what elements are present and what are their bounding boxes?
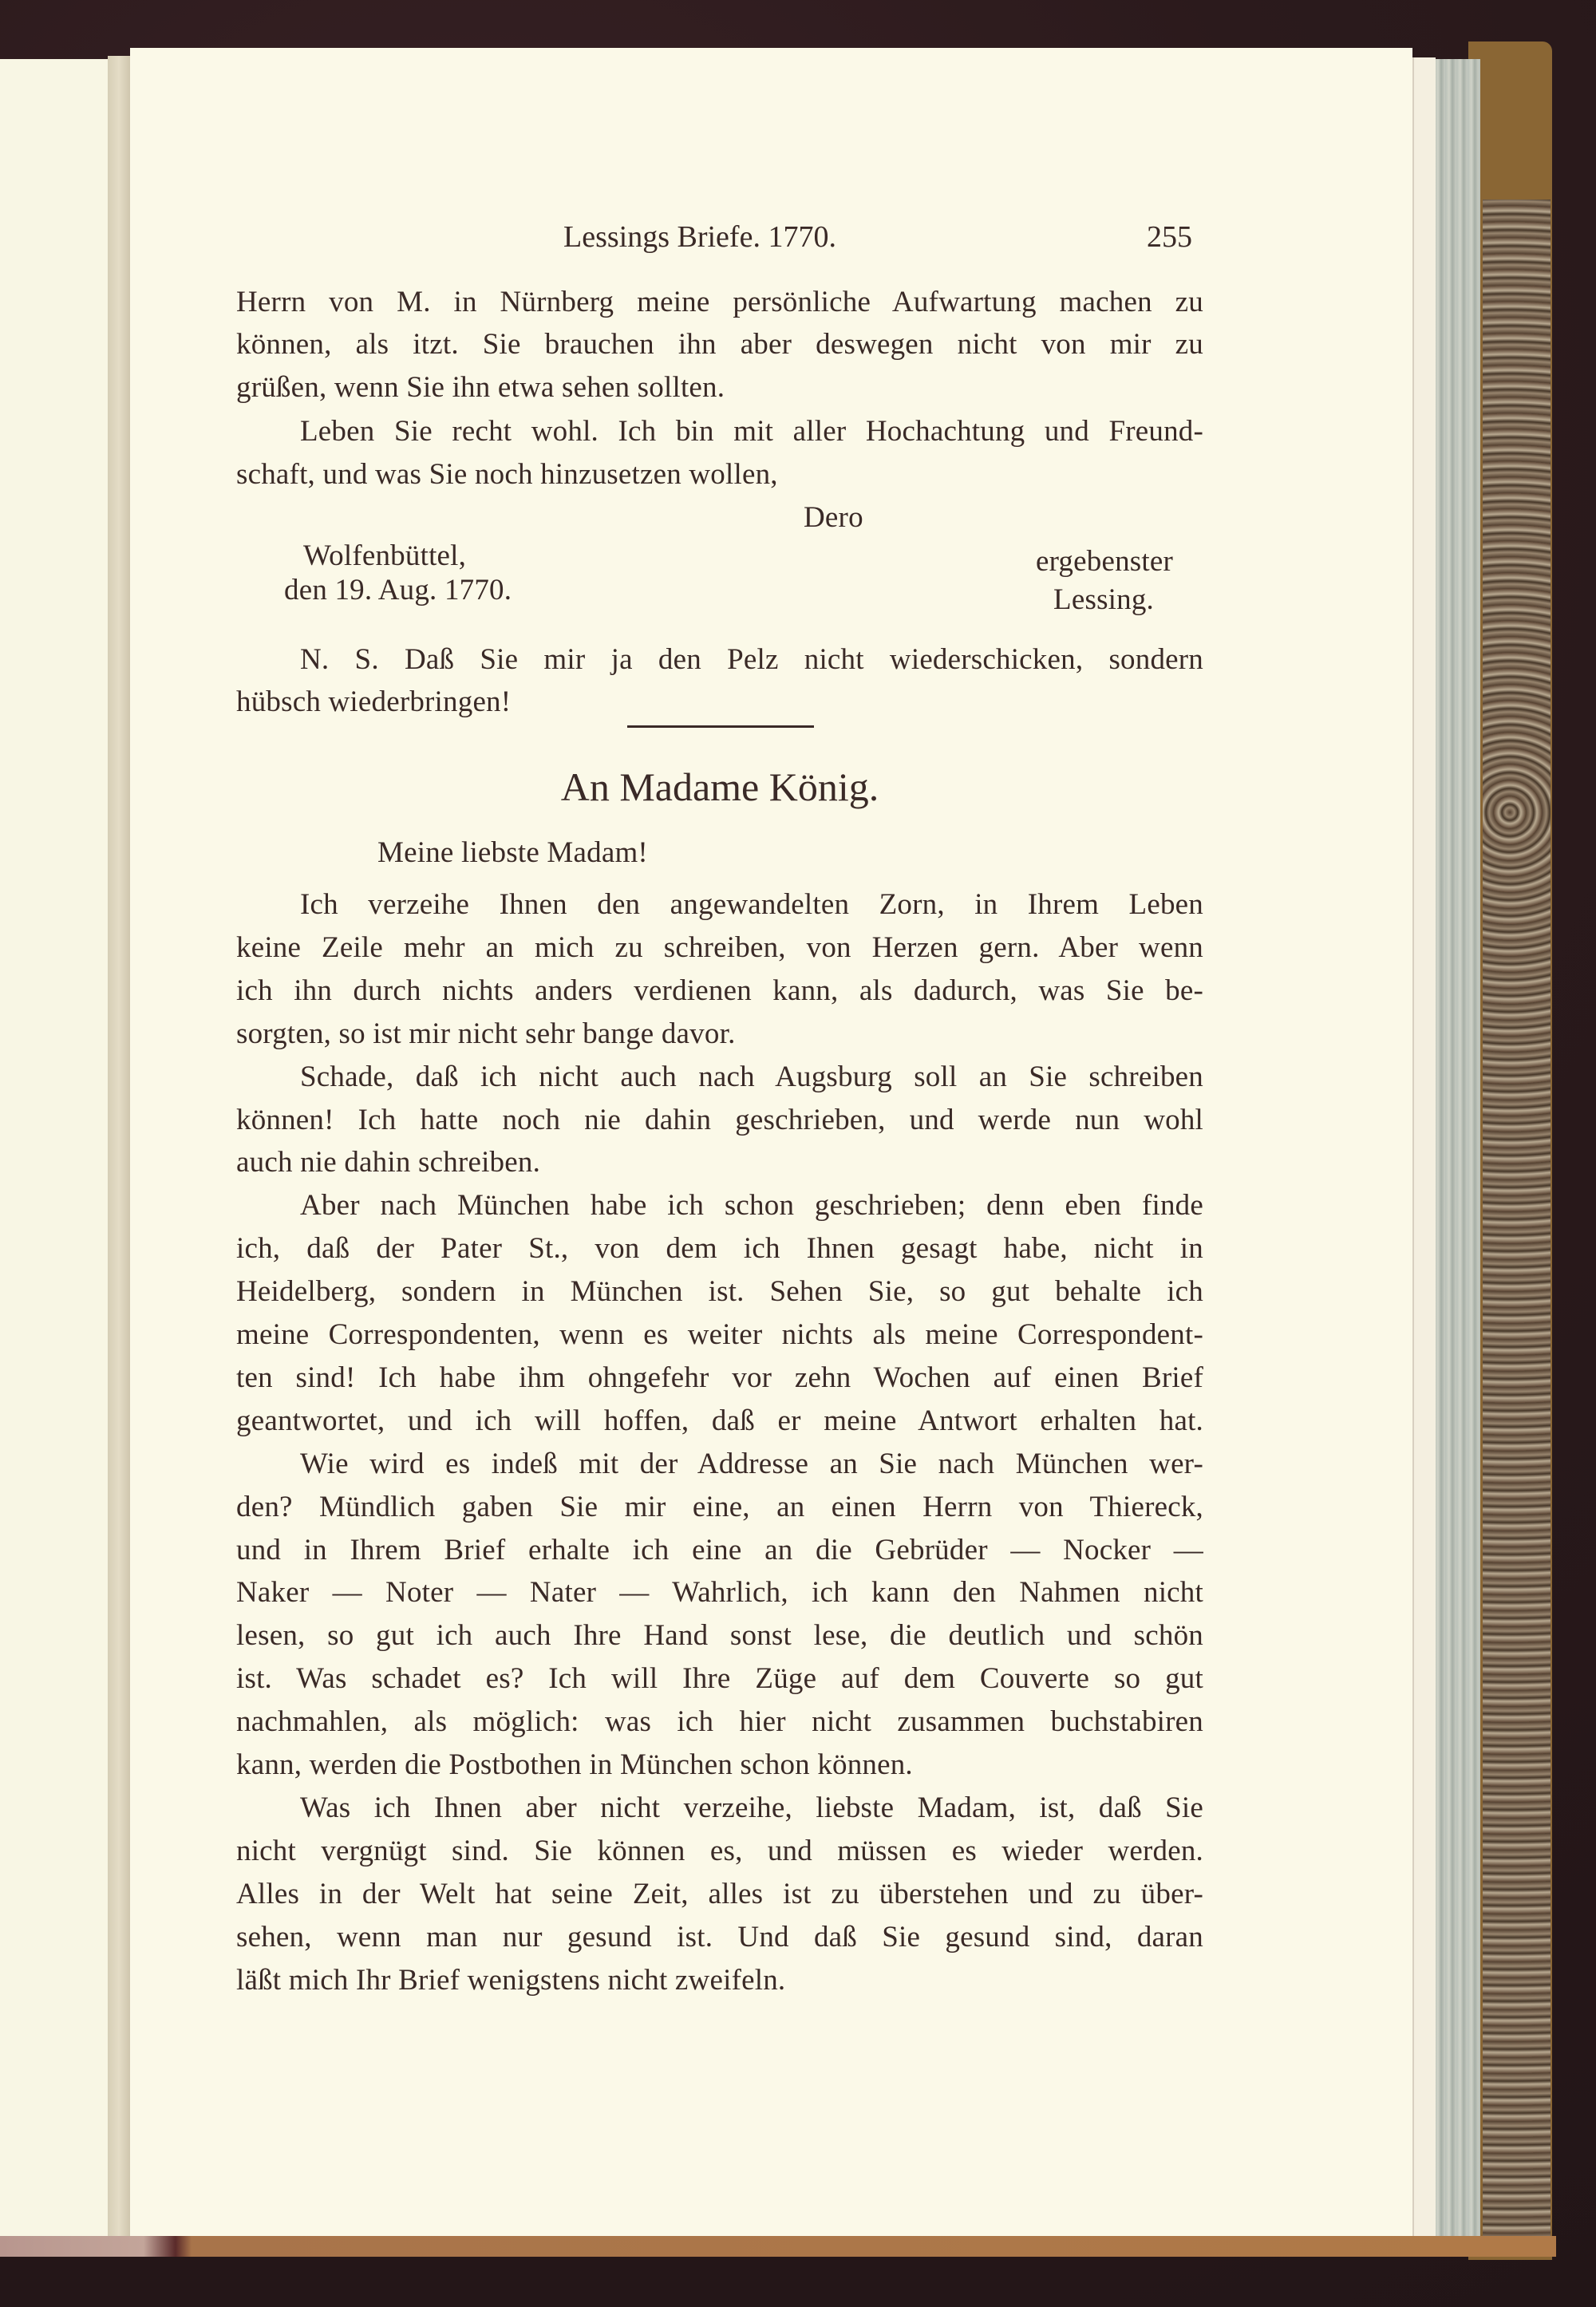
letter-title: An Madame König. — [560, 764, 879, 809]
bottom-cover-edge — [0, 2236, 1556, 2257]
text-line: Aber nach München habe ich schon geschrieben; denn eben finde — [300, 1189, 1203, 1223]
text-line: Naker — Noter — Nater — Wahrlich, ich kann den Nahmen nicht — [236, 1576, 1203, 1610]
text-line: lesen, so gut ich auch Ihre Hand sonst lese, die deutlich und schön — [236, 1619, 1203, 1653]
page-number: 255 — [1147, 220, 1192, 254]
text-line: Was ich Ihnen aber nicht verzeihe, liebste Madam, ist, daß Sie — [300, 1791, 1203, 1824]
place: Wolfenbüttel, — [303, 539, 467, 572]
text-line: Leben Sie recht wohl. Ich bin mit aller Hochachtung und Freund- — [300, 415, 1203, 448]
text-line: Ich verzeihe Ihnen den angewandelten Zorn, in Ihrem Leben — [300, 888, 1203, 921]
text-line: geantwortet, und ich will hoffen, daß er meine Antwort erhalten hat. — [236, 1404, 1203, 1437]
date: den 19. Aug. 1770. — [284, 574, 512, 606]
text-line: Schade, daß ich nicht auch nach Augsburg soll an Sie schreiben — [300, 1060, 1203, 1093]
text-line: ist. Was schadet es? Ich will Ihre Züge auf dem Couverte so gut — [236, 1662, 1203, 1696]
text-line: keine Zeile mehr an mich zu schreiben, von Herzen gern. Aber wenn — [236, 930, 1203, 964]
postscript-line: hübsch wiederbringen! — [236, 685, 512, 718]
text-line: ten sind! Ich habe ihm ohngefehr vor zehn Wochen auf einen Brief — [236, 1361, 1203, 1394]
text-line: Alles in der Welt hat seine Zeit, alles ist zu überstehen und zu über- — [236, 1877, 1203, 1910]
signature: Lessing. — [1053, 583, 1154, 616]
closing2: ergebenster — [1035, 545, 1173, 578]
page-edge-strip — [1412, 57, 1436, 2240]
text-line: grüßen, wenn Sie ihn etwa sehen sollten. — [236, 371, 725, 404]
closing: Dero — [804, 501, 863, 534]
text-line: nachmahlen, als möglich: was ich hier nicht zusammen buchstabiren — [236, 1705, 1203, 1739]
text-line: Wie wird es indeß mit der Addresse an Sie nach München wer- — [300, 1447, 1203, 1480]
text-line: auch nie dahin schreiben. — [236, 1146, 541, 1179]
text-line: Heidelberg, sondern in München ist. Sehen Sie, so gut behalte ich — [236, 1275, 1203, 1309]
text-line: sorgten, so ist mir nicht sehr bange davor. — [236, 1017, 736, 1050]
text-line: schaft, und was Sie noch hinzusetzen wollen, — [236, 458, 778, 491]
book-gutter — [108, 56, 130, 2238]
text-line: läßt mich Ihr Brief wenigstens nicht zweifeln. — [236, 1963, 786, 1997]
salutation: Meine liebste Madam! — [377, 836, 648, 869]
text-line: können, als itzt. Sie brauchen ihn aber deswegen nicht von mir zu — [236, 328, 1203, 361]
page-edges — [1434, 59, 1480, 2239]
text-line: meine Correspondenten, wenn es weiter nichts als meine Correspondent- — [236, 1318, 1203, 1351]
facing-page — [0, 59, 108, 2246]
text-line: ich ihn durch nichts anders verdienen kann, als dadurch, was Sie be- — [236, 974, 1203, 1007]
text-line: Herrn von M. in Nürnberg meine persönliche Aufwartung machen zu — [236, 286, 1203, 318]
postscript-line: N. S. Daß Sie mir ja den Pelz nicht wiederschicken, sondern — [300, 643, 1203, 676]
text-line: sehen, wenn man nur gesund ist. Und daß Sie gesund sind, daran — [236, 1920, 1203, 1953]
text-line: ich, daß der Pater St., von dem ich Ihnen gesagt habe, nicht in — [236, 1232, 1203, 1266]
text-line: kann, werden die Postbothen in München schon können. — [236, 1748, 913, 1781]
text-line: den? Mündlich gaben Sie mir eine, an einen Herrn von Thiereck, — [236, 1490, 1203, 1523]
text-line: können! Ich hatte noch nie dahin geschrieben, und werde nun wohl — [236, 1103, 1203, 1136]
text-line: nicht vergnügt sind. Sie können es, und müssen es wieder werden. — [236, 1834, 1203, 1867]
section-divider — [627, 725, 814, 728]
running-title: Lessings Briefe. 1770. — [563, 220, 836, 254]
text-line: und in Ihrem Brief erhalte ich eine an die Gebrüder — Nocker — — [236, 1533, 1203, 1566]
